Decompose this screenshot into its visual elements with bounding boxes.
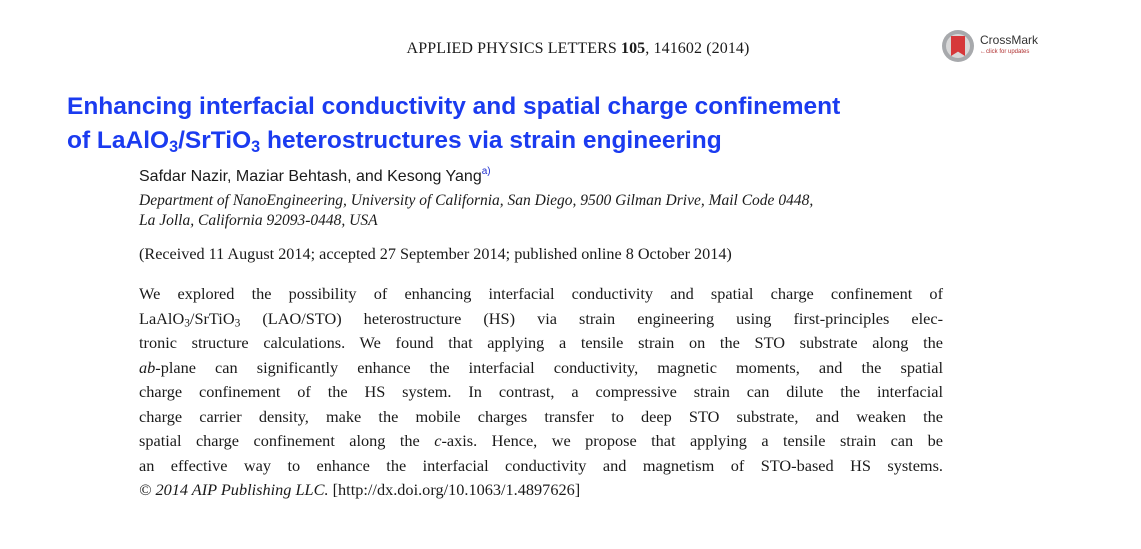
crossmark-label: CrossMark — [980, 33, 1039, 47]
abstract-line: charge carrier density, make the mobile charges transfer to deep STO substrate, and weaken the — [139, 406, 943, 426]
journal-name: APPLIED PHYSICS LETTERS — [406, 40, 617, 57]
abstract-line: tronic structure calculations. We found that applying a tensile strain on the STO substrate along the — [139, 333, 943, 352]
abstract-line: an effective way to enhance the interfacial conductivity and magnetism of STO-based HS systems. — [139, 455, 943, 475]
copyright-notice: © 2014 AIP Publishing LLC. — [139, 480, 329, 499]
abstract — [139, 282, 943, 503]
title-subscript-2: 3 — [251, 138, 261, 157]
author-names: Safdar Nazir, Maziar Behtash, and Kesong Yang — [139, 168, 482, 185]
journal-volume: 105 — [620, 40, 646, 57]
abstract-line: ab-plane can significantly enhance the interfacial conductivity, magnetic moments, and the spatial — [139, 357, 943, 377]
doi-link[interactable]: [http://dx.doi.org/10.1063/1.4897626] — [332, 480, 581, 499]
crossmark-sublabel: ←click for updates — [980, 49, 1030, 55]
journal-pages: , 141602 (2014) — [645, 40, 750, 57]
article-title — [67, 90, 1127, 158]
title-line-2-pre: of LaAlO — [67, 127, 170, 154]
affiliation — [139, 191, 1039, 231]
title-subscript-1: 3 — [169, 138, 179, 157]
author-list — [139, 168, 491, 186]
affiliation-line-2: La Jolla, California 92093-0448, USA — [139, 212, 378, 229]
title-line-2-post: heterostructures via strain engineering — [260, 127, 722, 154]
title-line-1: Enhancing interfacial conductivity and spatial charge confinement — [67, 93, 841, 120]
abstract-line: We explored the possibility of enhancing interfacial conductivity and spatial charge confinement of — [139, 284, 943, 303]
abstract-line: charge confinement of the HS system. In contrast, a compressive strain can dilute the interfacial — [139, 382, 943, 401]
abstract-line — [139, 478, 943, 503]
abstract-line: spatial charge confinement along the c-axis. Hence, we propose that applying a tensile strain can be — [139, 431, 943, 450]
title-slash: /SrTiO — [178, 127, 252, 154]
crossmark-button[interactable] — [940, 28, 1070, 64]
author-footnote-link[interactable]: a) — [481, 166, 491, 177]
crossmark-icon — [942, 30, 974, 62]
received-dates: (Received 11 August 2014; accepted 27 September 2014; published online 8 October 2014) — [139, 245, 732, 263]
affiliation-line-1: Department of NanoEngineering, University of California, San Diego, 9500 Gilman Drive, Mail Code 0448, — [139, 192, 814, 209]
abstract-line: LaAlO$_3$/SrTiO$_3$ (LAO/STO) heterostructure (HS) via strain engineering using first-principles elec- — [139, 308, 943, 329]
